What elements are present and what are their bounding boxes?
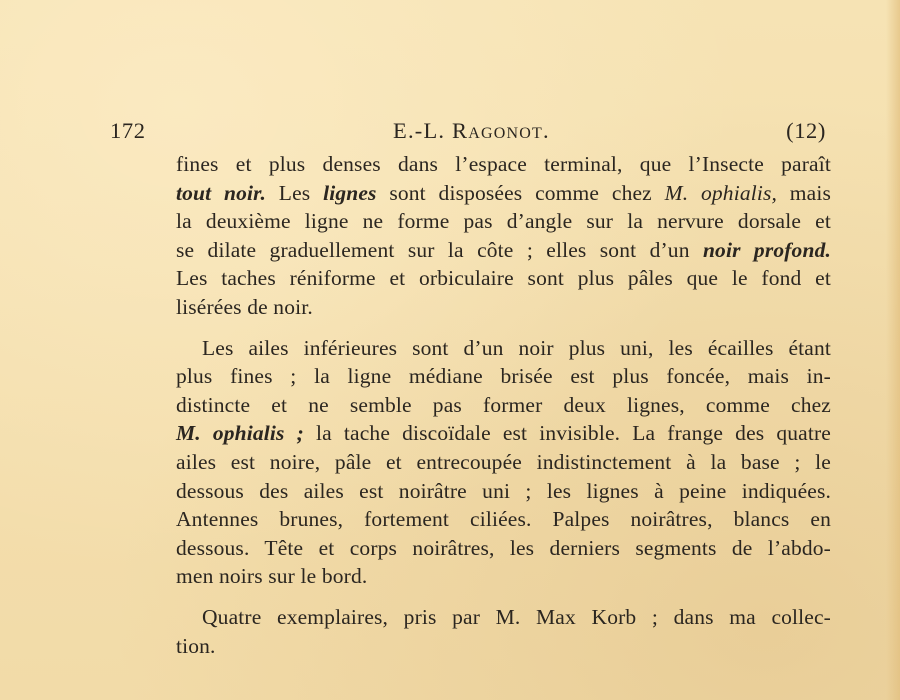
paragraph (176, 150, 831, 322)
text-line: men noirs sur le bord. (176, 564, 368, 589)
text-line: plus fines ; la ligne médiane brisée est plus foncée, mais in- (176, 364, 831, 389)
italic-phrase: noir profond. (702, 237, 831, 262)
body-text (176, 150, 831, 660)
paragraph (176, 334, 831, 591)
text-line: ailes est noire, pâle et entrecoupée indistinctement à la base ; le (176, 449, 831, 474)
species-name: M. ophialis ; (176, 421, 304, 446)
text-line: Quatre exemplaires, pris par M. Max Korb ; dans ma collec- (202, 604, 831, 629)
text-line: lisérées de noir. (176, 294, 313, 319)
text-line: dessous. Tête et corps noirâtres, les derniers segments de l’abdo- (176, 535, 831, 560)
page-edge-shadow (886, 0, 900, 700)
italic-phrase: tout noir. (176, 180, 267, 205)
text-line: tion. (176, 633, 216, 658)
text-line: dessous des ailes est noirâtre uni ; les lignes à peine indiquées. (176, 478, 831, 503)
species-name: M. ophialis, (664, 180, 778, 205)
text-line: tout noir. Les lignes sont disposées comme chez M. ophialis, mais (176, 180, 831, 205)
text-line: distincte et ne semble pas former deux lignes, comme chez (176, 392, 831, 417)
italic-phrase: lignes (323, 180, 377, 205)
text-line: fines et plus denses dans l’espace terminal, que l’Insecte paraît (176, 152, 831, 176)
text-line: Antennes brunes, fortement ciliées. Palpes noirâtres, blancs en (176, 507, 831, 532)
paragraph (176, 603, 831, 660)
text-line: Les taches réniforme et orbiculaire sont plus pâles que le fond et (176, 266, 831, 291)
text-line: Les ailes inférieures sont d’un noir plus uni, les écailles étant (202, 335, 831, 360)
section-number: (12) (786, 118, 826, 143)
text-line: se dilate graduellement sur la côte ; elles sont d’un noir profond. (176, 237, 831, 262)
text-line: M. ophialis ; la tache discoïdale est invisible. La frange des quatre (176, 421, 831, 446)
page-number: 172 (110, 118, 146, 143)
page-header (110, 118, 826, 150)
text-line: la deuxième ligne ne forme pas d’angle sur la nervure dorsale et (176, 209, 831, 234)
running-head-author: E.-L. Ragonot. (393, 118, 550, 143)
